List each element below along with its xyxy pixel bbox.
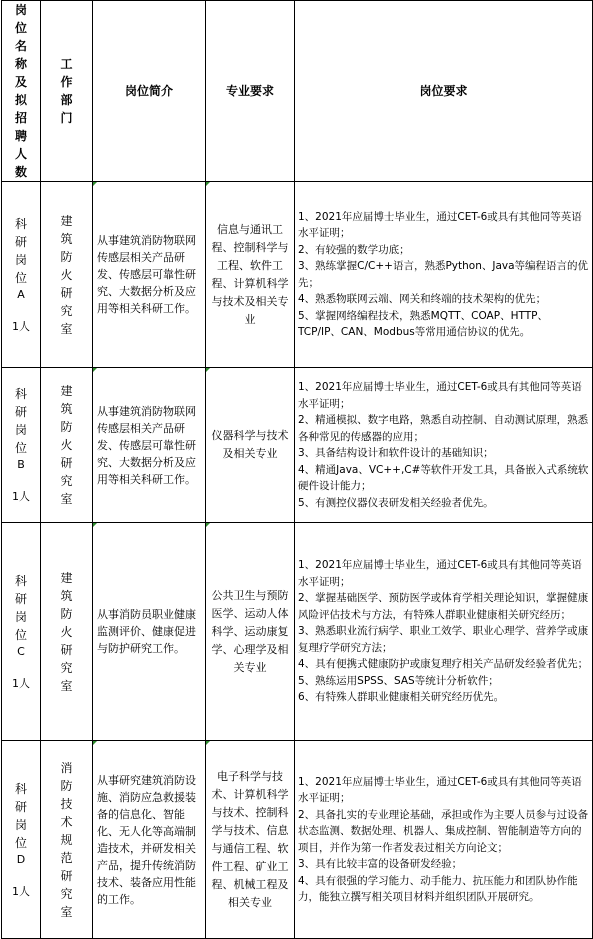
department-cell: 建筑防火研究室 <box>41 368 93 523</box>
requirements-cell <box>295 182 593 368</box>
requirement-item: 1、2021年应届博士毕业生，通过CET-6或具有其他同等英语水平证明； <box>298 559 582 588</box>
requirement-item: 6、有特殊人群职业健康相关研究经历优先。 <box>298 691 505 704</box>
position-name: 科研岗位 <box>14 387 27 455</box>
requirement-item: 3、熟练掌握C/C++语言，熟悉Python、Java等编程语言的优先； <box>298 260 589 289</box>
requirement-item: 5、掌握网络编程技术，熟悉MQTT、COAP、HTTP、TCP/IP、CAN、Modbus等常用通信协议的优先。 <box>298 309 548 338</box>
intro-cell: 从事建筑消防物联网传感层相关产品研发、传感层可靠性研究、大数据分析及应用等相关科研工作。 <box>93 182 206 368</box>
header-position-name: 岗位名称及拟招聘人数 <box>2 1 41 182</box>
requirement-item: 2、有较强的数学功底； <box>298 243 410 256</box>
requirement-item: 4、熟悉物联网云端、网关和终端的技术架构的优先； <box>298 293 547 305</box>
requirement-item: 4、具有很强的学习能力、动手能力、抗压能力和团队协作能力，能独立撰写相关项目材料并组织团队开展研究。 <box>298 874 578 903</box>
header-department: 工作部门 <box>41 1 93 182</box>
header-major: 专业要求 <box>206 1 295 182</box>
position-name: 科研岗位 <box>14 216 27 285</box>
major-cell: 仪器科学与技术及相关专业 <box>206 368 295 523</box>
requirement-item: 4、具有便携式健康防护或康复理疗相关产品研发经验者优先； <box>298 658 589 671</box>
table-row <box>2 182 593 368</box>
header-row <box>2 1 593 182</box>
table-row <box>2 741 593 939</box>
recruitment-table <box>1 0 593 939</box>
major-cell: 信息与通讯工程、控制科学与工程、软件工程、计算机科学与技术及相关专业 <box>206 182 295 368</box>
requirement-item: 3、熟悉职业流行病学、职业工效学、职业心理学、营养学或康复理疗学研究方法； <box>298 625 589 654</box>
position-count: 1人 <box>12 884 30 898</box>
intro-cell: 从事消防员职业健康监测评价、健康促进与防护研究工作。 <box>93 523 206 741</box>
header-intro: 岗位简介 <box>93 1 206 182</box>
department-cell: 建筑防火研究室 <box>41 523 93 741</box>
requirement-item: 3、具有比较丰富的设备研发经验； <box>298 858 463 870</box>
requirement-item: 1、2021年应届博士毕业生，通过CET-6或具有其他同等英语水平证明； <box>298 210 582 239</box>
table-row <box>2 368 593 523</box>
requirement-item: 2、具备扎实的专业理论基础，承担或作为主要人员参与过设备状态监测、数据处理、机器人、集成控制、智能制造等方向的项目，并作为第一作者发表过相关方向论文； <box>298 808 589 854</box>
requirement-item: 5、有测控仪器仪表研发相关经验者优先。 <box>298 496 494 509</box>
position-count: 1人 <box>12 676 30 690</box>
position-code: B <box>17 458 25 471</box>
position-name-cell <box>2 368 41 523</box>
position-name: 科研岗位 <box>14 781 27 850</box>
position-name-cell <box>2 741 41 939</box>
requirement-item: 4、精通Java、VC++,C#等软件开发工具，具备嵌入式系统软硬件设计能力； <box>298 463 589 492</box>
position-code: C <box>17 644 25 658</box>
position-count: 1人 <box>12 490 30 503</box>
requirement-item: 2、精通模拟、数字电路，熟悉自动控制、自动测试原理，熟悉各种常见的传感器的应用； <box>298 414 589 443</box>
table-row <box>2 523 593 741</box>
major-cell: 电子科学与技术、计算机科学与技术、控制科学与技术、信息与通信工程、软件工程、矿业工程、机械工程及相关专业 <box>206 741 295 939</box>
intro-cell: 从事建筑消防物联网传感层相关产品研发、传感层可靠性研究、大数据分析及应用等相关科研工作。 <box>93 368 206 523</box>
department-cell: 消防技术规范研究室 <box>41 741 93 939</box>
requirement-item: 5、熟练运用SPSS、SAS等统计分析软件； <box>298 674 499 687</box>
major-cell: 公共卫生与预防医学、运动人体科学、运动康复学、心理学及相关专业 <box>206 523 295 741</box>
requirements-cell <box>295 741 593 939</box>
position-code: A <box>17 287 25 301</box>
requirements-cell <box>295 368 593 523</box>
position-name-cell <box>2 523 41 741</box>
requirement-item: 1、2021年应届博士毕业生，通过CET-6或具有其他同等英语水平证明； <box>298 775 582 804</box>
requirement-item: 2、掌握基础医学、预防医学或体育学相关理论知识，掌握健康风险评估技术与方法，有特殊人群职业健康相关研究经历； <box>298 592 589 621</box>
requirement-item: 3、具备结构设计和软件设计的基础知识； <box>298 447 494 459</box>
position-code: D <box>16 852 26 866</box>
position-count: 1人 <box>12 319 30 333</box>
intro-cell: 从事研究建筑消防设施、消防应急救援装备的信息化、智能化、无人化等高端制造技术，并研发相关产品，提升传统消防技术、装备应用性能的工作。 <box>93 741 206 939</box>
department-cell: 建筑防火研究室 <box>41 182 93 368</box>
requirements-cell <box>295 523 593 741</box>
position-name: 科研岗位 <box>14 573 27 642</box>
requirement-item: 1、2021年应届博士毕业生，通过CET-6或具有其他同等英语水平证明； <box>298 381 582 410</box>
position-name-cell <box>2 182 41 368</box>
header-requirements: 岗位要求 <box>295 1 593 182</box>
